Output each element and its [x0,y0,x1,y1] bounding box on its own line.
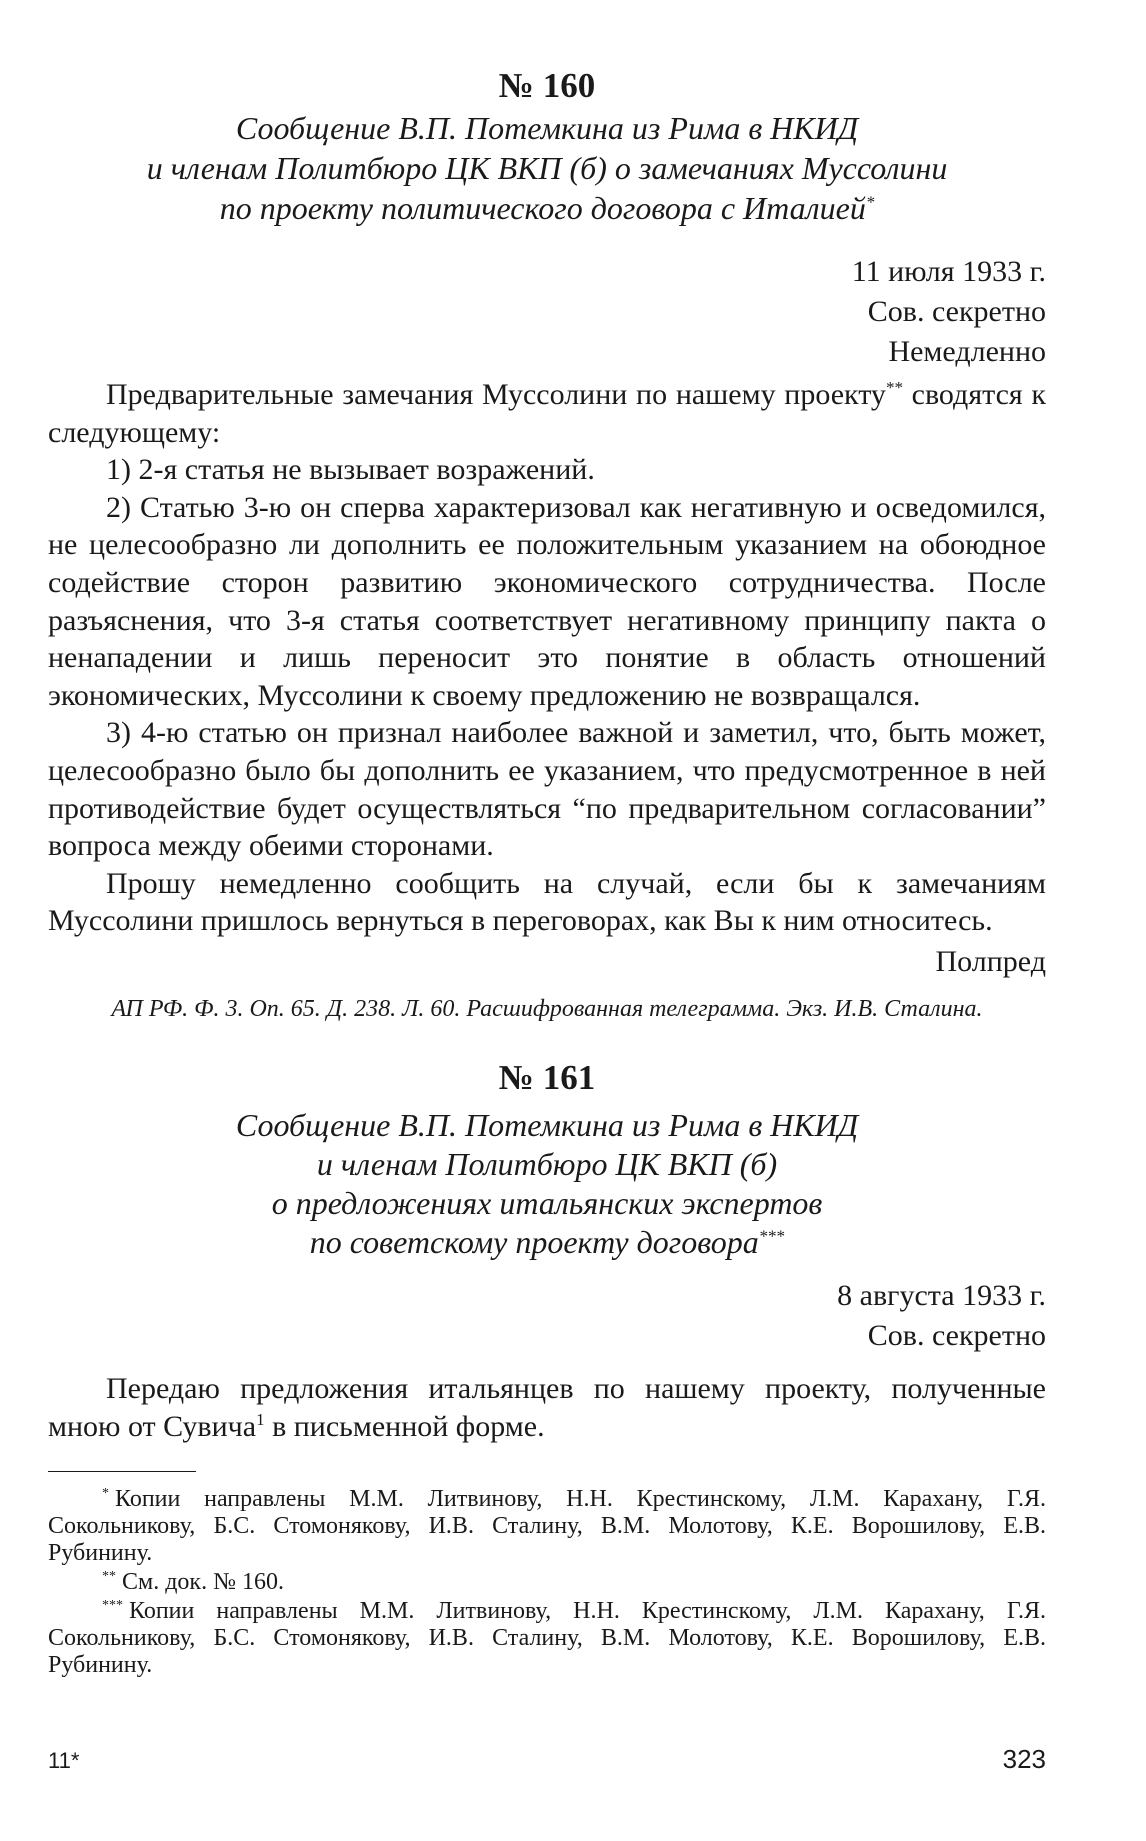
signature: Полпред [935,944,1046,978]
document-heading [48,1106,1046,1262]
footnote-mark: ** [102,1569,116,1585]
document-number: № 160 [498,66,596,105]
footnote-text: См. док. № 160. [122,1569,284,1596]
heading-line [48,188,1046,228]
paragraph: 2) Статью 3-ю он сперва характеризовал как негативную и осведомился, не целесообразно ли дополнить ее положительным указанием на обоюдное содействие сторон развитию экономического сотрудничества. После разъяснения, что 3-я статья соответствует негативному принципу пакта о ненападении и лишь переносит это понятие в область отношений экономических, Муссолини к своему предложению не возвращался. [48,490,1046,712]
footnotes [48,1486,1046,1679]
heading-line: и членам Политбюро ЦК ВКП (б) о замечаниях Муссолини [146,150,948,186]
document-number: № 161 [498,1057,596,1097]
document-date: 8 августа 1933 г. [837,1278,1046,1312]
footnote-marker: *** [758,1226,785,1246]
document-body [48,376,1046,940]
footnote-text: Копии направлены М.М. Литвинову, Н.Н. Крестинскому, Л.М. Карахану, Г.Я. Сокольникову, Б.С. Стомонякову, И.В. Сталину, В.М. Молотову, К.Е. Ворошилову, Е.В. Рубинину. [48,1598,1046,1679]
archive-source: АП РФ. Ф. 3. Оп. 65. Д. 238. Л. 60. Расшифрованная телеграмма. Экз. И.В. Сталина. [111,995,983,1022]
paragraph [48,376,1046,451]
page-number: 323 [1002,1744,1046,1774]
document-heading [48,108,1046,228]
heading-line-text: по советскому проекту договора [309,1223,759,1260]
classification-label: Сов. секретно [867,1318,1046,1352]
heading-line: о предложениях итальянских экспертов [271,1184,823,1221]
paragraph [48,1370,1046,1445]
heading-line: Сообщение В.П. Потемкина из Рима в НКИД [235,110,859,146]
paragraph-text: Передаю предложения итальянцев по нашему проекту, полученные мною от Сувича [48,1371,1046,1443]
footnote-marker: ** [885,378,903,397]
paragraph: 3) 4-ю статью он признал наиболее важной и заметил, что, быть может, целесообразно было бы дополнить ее указанием, что предусмотренное в ней противодействие будет осуществляться “по предварительном согласовании” вопроса между обеими сторонами. [48,716,1046,863]
printer-signature-mark: 11* [48,1748,80,1773]
document-161 [48,1058,1046,1445]
footnote-marker: * [865,192,875,212]
document-160 [48,66,1046,1024]
heading-line-text: по проекту политического договора с Италией [219,190,866,226]
footnote-text: Копии направлены М.М. Литвинову, Н.Н. Крестинскому, Л.М. Карахану, Г.Я. Сокольникову, Б.С. Стомонякову, И.В. Сталину, В.М. Молотову, К.Е. Ворошилову, Е.В. Рубинину. [48,1486,1046,1567]
urgency-label: Немедленно [888,335,1046,368]
footnote [48,1569,1046,1596]
heading-line [48,1223,1046,1262]
document-date: 11 июля 1933 г. [851,255,1046,288]
classification-label: Сов. секретно [867,295,1046,328]
document-body [48,1370,1046,1445]
footnote [48,1598,1046,1679]
paragraph-text: Предварительные замечания Муссолини по нашему проекту [106,378,886,411]
paragraph: Прошу немедленно сообщить на случай, если бы к замечаниям Муссолини пришлось вернуться в переговорах, как Вы к ним относитесь. [48,866,1046,938]
footnote-marker: 1 [256,1409,265,1429]
heading-line: Сообщение В.П. Потемкина из Рима в НКИД [235,1106,859,1143]
footnote-divider [48,1471,196,1472]
paragraph: 1) 2-я статья не вызывает возражений. [106,453,595,487]
footnote-mark: *** [102,1598,123,1614]
paragraph-text: в письменной форме. [264,1409,545,1443]
footnote-mark: * [102,1486,109,1502]
footnote [48,1486,1046,1567]
paragraph-text: сводятся к следующему: [48,378,1046,449]
heading-line: и членам Политбюро ЦК ВКП (б) [316,1145,778,1182]
